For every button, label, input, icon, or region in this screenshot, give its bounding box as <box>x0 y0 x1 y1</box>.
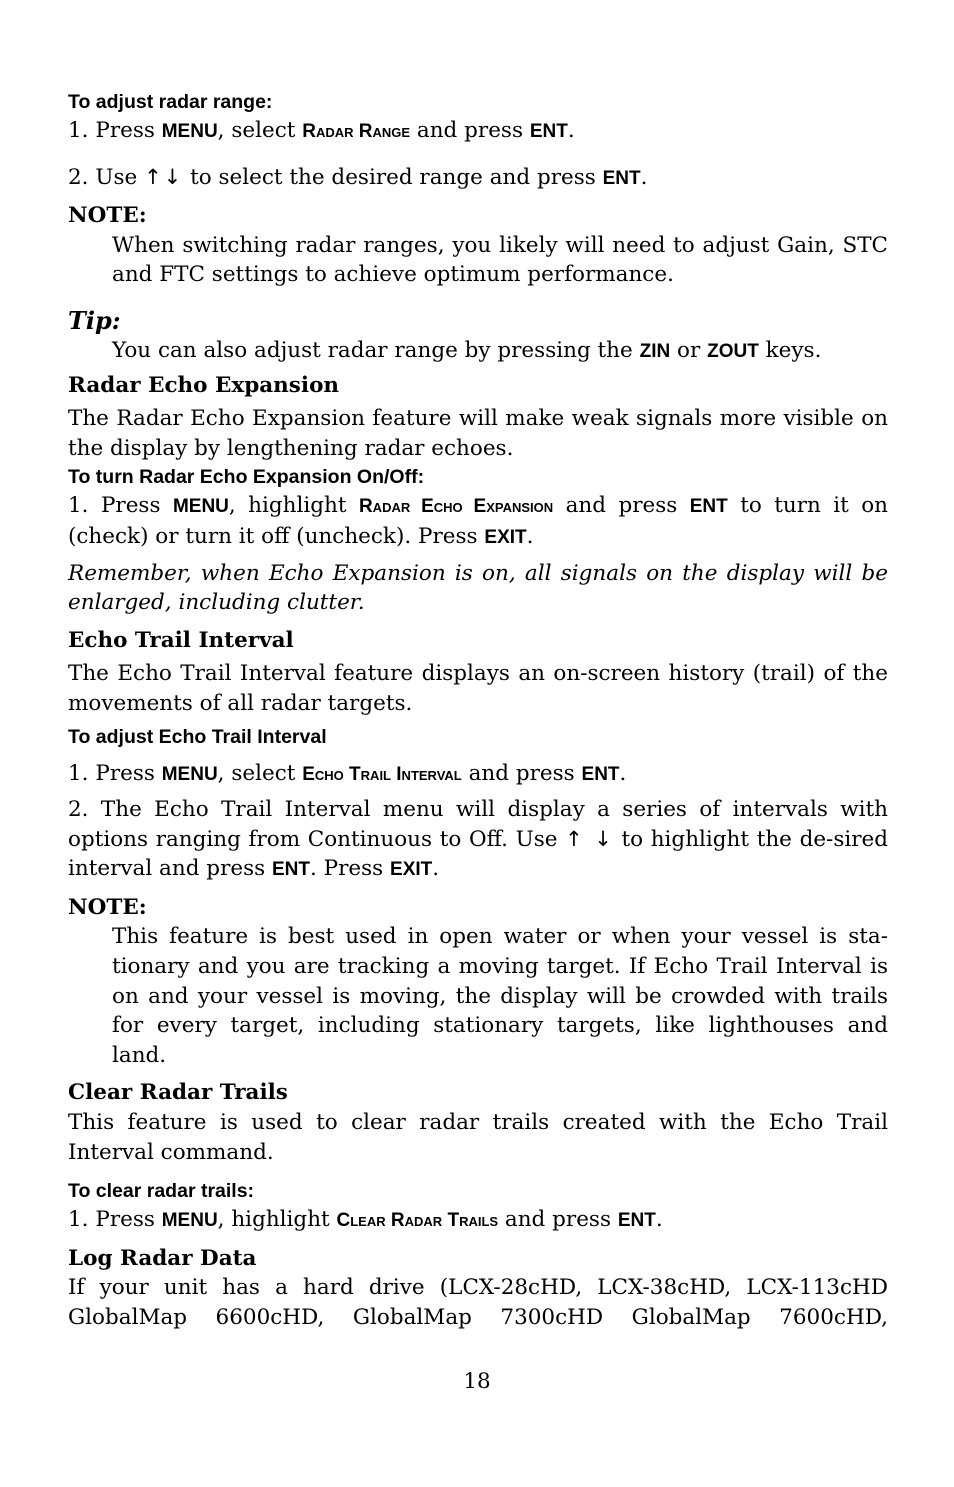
tip-text: You can also adjust radar range by pressing the ZIN or ZOUT keys. <box>112 337 822 363</box>
key-menu: MENU <box>161 1210 218 1232</box>
procedure-heading-adjust-range: To adjust radar range: <box>68 91 273 113</box>
note-text-echo-trail: This feature is best used in open water or when your vessel is sta-tionary and you are tracking a moving target. If Echo Trail Interval is on and your vessel is moving, the display will be crowded with trails for every target, including stationary targets, like lighthouses and land. <box>112 924 888 1068</box>
step-echo-trail-2: 2. The Echo Trail Interval menu will display a series of intervals with options ranging from Continuous to Off. Use ↑ ↓ to highlight the de-sired interval and press ENT. Press EXIT. <box>68 797 888 882</box>
key-ent: ENT <box>271 859 310 881</box>
key-ent: ENT <box>581 763 620 785</box>
echo-trail-intro: The Echo Trail Interval feature displays an on-screen history (trail) of the movements of all radar targets. <box>68 661 888 716</box>
clear-trails-intro: This feature is used to clear radar trails created with the Echo Trail Interval command. <box>68 1110 888 1165</box>
note-label: NOTE: <box>68 203 147 229</box>
page-number: 18 <box>463 1369 491 1394</box>
up-down-arrows-icon: ↑ ↓ <box>565 826 614 851</box>
note-label: NOTE: <box>68 894 147 920</box>
menu-item-clear-radar-trails: Clear Radar Trails <box>336 1210 499 1232</box>
procedure-heading-echo-expansion: To turn Radar Echo Expansion On/Off: <box>68 466 425 489</box>
step-clear-trails-1: 1. Press MENU, highlight Clear Radar Trails and press ENT. <box>68 1207 663 1233</box>
key-zin: ZIN <box>639 340 671 362</box>
key-exit: EXIT <box>484 526 527 548</box>
step-echo-trail-1: 1. Press MENU, select Echo Trail Interval and press ENT. <box>68 760 627 786</box>
key-ent: ENT <box>689 496 728 518</box>
menu-item-radar-echo-expansion: Radar Echo Expansion <box>358 496 554 518</box>
note-text-range: When switching radar ranges, you likely will need to adjust Gain, STC and FTC settings to achieve optimum performance. <box>112 232 888 288</box>
tip-label: Tip: <box>68 305 121 335</box>
key-menu: MENU <box>161 763 218 785</box>
procedure-heading-clear-trails: To clear radar trails: <box>68 1180 255 1203</box>
section-title-echo-expansion: Radar Echo Expansion <box>68 372 340 398</box>
menu-item-echo-trail-interval: Echo Trail Interval <box>302 763 462 785</box>
key-ent: ENT <box>529 121 568 142</box>
step-echo-expansion-1: 1. Press MENU, highlight Radar Echo Expansion and press ENT to turn it on (check) or turn it off (uncheck). Press EXIT. <box>68 493 889 549</box>
section-title-log-data: Log Radar Data <box>68 1245 257 1271</box>
key-zout: ZOUT <box>707 340 759 362</box>
log-data-line-1: If your unit has a hard drive (LCX-28cHD, LCX-38cHD, LCX-113cHD <box>68 1275 888 1301</box>
up-down-arrows-icon: ↑↓ <box>144 164 184 189</box>
key-exit: EXIT <box>390 859 433 881</box>
manual-page <box>68 88 888 1333</box>
menu-item-radar-range: Radar Range <box>302 121 411 142</box>
section-title-clear-trails: Clear Radar Trails <box>68 1080 288 1106</box>
step-adjust-range-1: 1. Press MENU, select Radar Range and press ENT. <box>68 118 575 143</box>
key-menu: MENU <box>172 496 229 518</box>
key-menu: MENU <box>161 121 218 142</box>
echo-expansion-intro: The Radar Echo Expansion feature will make weak signals more visible on the display by lengthening radar echoes. <box>68 406 888 461</box>
log-data-line-2: GlobalMap 6600cHD, GlobalMap 7300cHD GlobalMap 7600cHD, <box>68 1305 888 1330</box>
key-ent: ENT <box>602 167 641 189</box>
echo-expansion-remark: Remember, when Echo Expansion is on, all signals on the display will be enlarged, including clutter. <box>68 560 888 616</box>
procedure-heading-echo-trail: To adjust Echo Trail Interval <box>68 725 327 748</box>
section-title-echo-trail: Echo Trail Interval <box>68 627 294 653</box>
step-adjust-range-2: 2. Use ↑↓ to select the desired range and press ENT. <box>68 164 648 190</box>
key-ent: ENT <box>617 1210 656 1232</box>
